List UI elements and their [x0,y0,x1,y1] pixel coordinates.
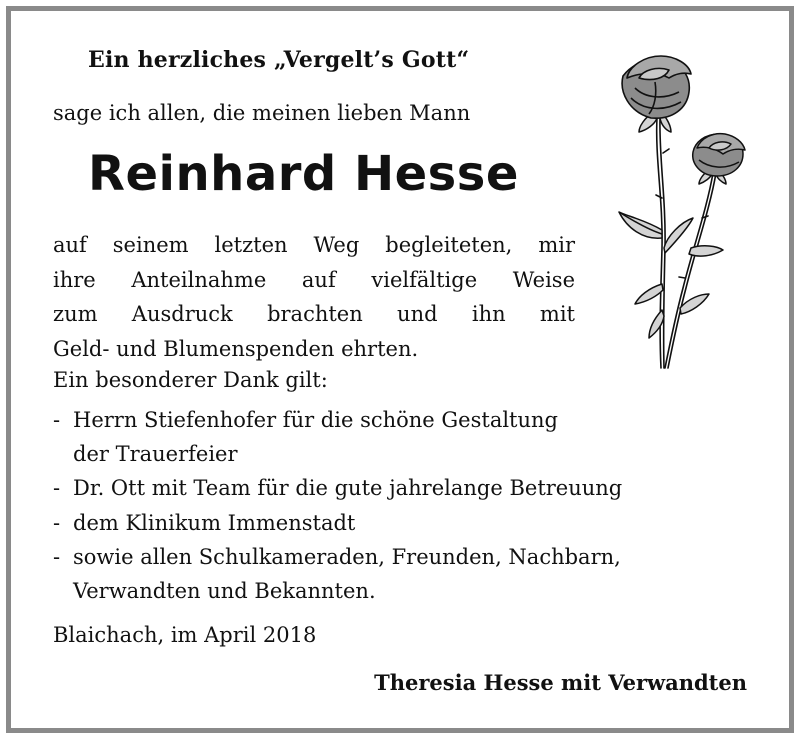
deceased-name: Reinhard Hesse [88,146,519,202]
list-item-text: Verwandten und Bekannten. [73,579,376,604]
rose-illustration-icon [605,48,755,373]
header-title: Ein herzliches „Vergelt’s Gott“ [88,47,470,73]
list-item-continuation [53,574,622,608]
special-thanks-title: Ein besonderer Dank gilt: [53,368,328,392]
list-item-text: sowie allen Schulkameraden, Freunden, Nachbarn, [73,544,621,569]
paragraph-line: zum Ausdruck brachten und ihn mit [53,302,575,326]
paragraph-line: ihre Anteilnahme auf vielfältige Weise [53,267,575,292]
list-item-continuation [53,437,622,471]
list-dash: - [53,544,61,569]
list-item-text: Dr. Ott mit Team für die gute jahrelange Betreuung [73,476,623,501]
list-item-text: Herrn Stiefenhofer für die schöne Gestaltung [73,408,558,432]
list-dash: - [53,510,61,535]
list-item [53,471,622,505]
list-dash: - [53,476,61,501]
list-item-text: dem Klinikum Immenstadt [73,510,356,535]
paragraph-line: Geld- und Blumenspenden ehrten. [53,336,419,361]
list-item [53,403,622,437]
list-dash: - [53,408,61,432]
signature: Theresia Hesse mit Verwandten [374,670,747,695]
list-item [53,506,622,540]
place-date: Blaichach, im April 2018 [53,623,317,647]
gratitude-paragraph [53,228,575,366]
thanks-list [53,403,622,608]
paragraph-line: auf seinem letzten Weg begleiteten, mir [53,233,575,257]
intro-text: sage ich allen, die meinen lieben Mann [53,101,471,125]
list-item-text: der Trauerfeier [73,442,238,467]
list-item [53,540,622,574]
